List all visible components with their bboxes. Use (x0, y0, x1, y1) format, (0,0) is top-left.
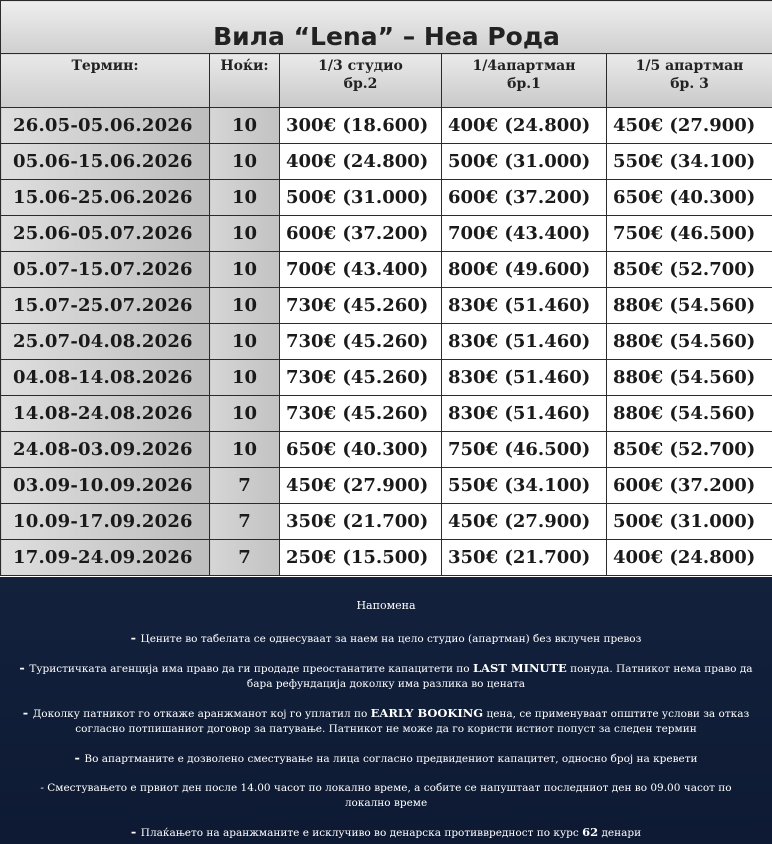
notes-heading: Напомена (356, 599, 416, 612)
price-apartment-3-cell: 500€ (31.000) (607, 504, 772, 540)
price-apartment-3-cell: 880€ (54.560) (607, 288, 772, 324)
note-text: Доколку патникот го откаже аранжманот кој го уплатил по (32, 708, 371, 720)
term-cell: 24.08-03.09.2026 (1, 432, 210, 468)
nights-cell: 7 (210, 468, 280, 504)
price-apartment-1-cell: 600€ (37.200) (442, 180, 607, 216)
price-apartment-1-cell: 830€ (51.460) (442, 396, 607, 432)
nights-cell: 10 (210, 144, 280, 180)
header-studio-2 (280, 54, 442, 108)
price-studio-cell: 500€ (31.000) (280, 180, 442, 216)
price-apartment-3-cell: 750€ (46.500) (607, 216, 772, 252)
table-row (1, 540, 772, 576)
table-row (1, 504, 772, 540)
term-cell: 14.08-24.08.2026 (1, 396, 210, 432)
header-studio-2-number: бр.2 (343, 76, 378, 92)
price-apartment-3-cell: 880€ (54.560) (607, 324, 772, 360)
nights-cell: 10 (210, 216, 280, 252)
table-row (1, 432, 772, 468)
header-studio-2-type: 1/3 студио (318, 58, 403, 74)
price-apartment-1-cell: 750€ (46.500) (442, 432, 607, 468)
note-prices (18, 631, 754, 647)
term-cell: 17.09-24.09.2026 (1, 540, 210, 576)
table-row (1, 252, 772, 288)
price-apartment-3-cell: 880€ (54.560) (607, 360, 772, 396)
price-apartment-3-cell: 850€ (52.700) (607, 432, 772, 468)
price-apartment-1-cell: 800€ (49.600) (442, 252, 607, 288)
nights-cell: 10 (210, 432, 280, 468)
price-studio-cell: 700€ (43.400) (280, 252, 442, 288)
term-cell: 15.06-25.06.2026 (1, 180, 210, 216)
note-emphasis: EARLY BOOKING (370, 706, 484, 720)
term-cell: 04.08-14.08.2026 (1, 360, 210, 396)
table-row (1, 144, 772, 180)
table-row (1, 324, 772, 360)
price-apartment-3-cell: 550€ (34.100) (607, 144, 772, 180)
header-apartment-3-type: 1/5 апартман (635, 58, 744, 74)
nights-cell: 10 (210, 324, 280, 360)
term-cell: 05.07-15.07.2026 (1, 252, 210, 288)
term-cell: 25.07-04.08.2026 (1, 324, 210, 360)
price-apartment-1-cell: 450€ (27.900) (442, 504, 607, 540)
price-apartment-1-cell: 830€ (51.460) (442, 324, 607, 360)
price-studio-cell: 600€ (37.200) (280, 216, 442, 252)
nights-cell: 10 (210, 360, 280, 396)
header-apartment-3-number: бр. 3 (670, 76, 709, 92)
price-apartment-1-cell: 830€ (51.460) (442, 288, 607, 324)
term-cell: 10.09-17.09.2026 (1, 504, 210, 540)
header-term: Термин: (1, 54, 210, 108)
table-row (1, 360, 772, 396)
note-dash: - (19, 661, 30, 676)
header-apartment-1-number: бр.1 (507, 76, 541, 92)
price-studio-cell: 730€ (45.260) (280, 396, 442, 432)
price-apartment-1-cell: 500€ (31.000) (442, 144, 607, 180)
table-row (1, 216, 772, 252)
table-row (1, 396, 772, 432)
note-text: понуда. Патникот нема право да бара рефундација доколку има разлика во цената (246, 663, 753, 690)
nights-cell: 10 (210, 252, 280, 288)
price-studio-cell: 450€ (27.900) (280, 468, 442, 504)
note-capacity (18, 751, 754, 767)
note-text: Плаќањето на аранжманите е исклучиво во денарска противвредност по курс (140, 827, 583, 839)
term-cell: 26.05-05.06.2026 (1, 108, 210, 144)
note-text: цена, се применуваат општите услови за отказ согласно потпишаниот договор за патување. Патникот не може да го користи истиот попуст за следен термин (75, 708, 750, 735)
note-payment (18, 825, 754, 841)
price-studio-cell: 300€ (18.600) (280, 108, 442, 144)
header-apartment-1 (442, 54, 607, 108)
note-dash: - (130, 631, 141, 646)
note-last-minute (18, 661, 754, 692)
nights-cell: 10 (210, 180, 280, 216)
note-check-in: - Сместувањето е првиот ден после 14.00 часот по локално време, а собите се напуштаат последниот ден во 09.00 часот по локално време (40, 782, 732, 809)
price-apartment-1-cell: 350€ (21.700) (442, 540, 607, 576)
price-studio-cell: 730€ (45.260) (280, 288, 442, 324)
note-text: Цените во табелата се однесуваат за наем на цело студио (апартман) без вклучен превоз (140, 633, 642, 645)
nights-cell: 7 (210, 540, 280, 576)
note-dash: - (74, 751, 85, 766)
term-cell: 03.09-10.09.2026 (1, 468, 210, 504)
price-studio-cell: 250€ (15.500) (280, 540, 442, 576)
table-row (1, 468, 772, 504)
note-emphasis: LAST MINUTE (472, 661, 567, 675)
notes-panel (0, 577, 772, 844)
nights-cell: 10 (210, 396, 280, 432)
table-row (1, 180, 772, 216)
note-text: денари (598, 827, 642, 839)
nights-cell: 10 (210, 288, 280, 324)
note-text: Во апартманите е дозволено сместување на лица согласно предвидениот капацитет, односно број на кревети (84, 753, 698, 765)
nights-cell: 7 (210, 504, 280, 540)
note-dash: - (22, 706, 33, 721)
price-studio-cell: 730€ (45.260) (280, 324, 442, 360)
header-apartment-3 (607, 54, 772, 108)
table-row (1, 288, 772, 324)
price-apartment-3-cell: 850€ (52.700) (607, 252, 772, 288)
table-row (1, 108, 772, 144)
price-apartment-3-cell: 880€ (54.560) (607, 396, 772, 432)
header-apartment-1-type: 1/4апартман (472, 58, 576, 74)
term-cell: 25.06-05.07.2026 (1, 216, 210, 252)
price-apartment-3-cell: 600€ (37.200) (607, 468, 772, 504)
nights-cell: 10 (210, 108, 280, 144)
price-studio-cell: 650€ (40.300) (280, 432, 442, 468)
price-studio-cell: 350€ (21.700) (280, 504, 442, 540)
table-title: Вила “Lena” – Неа Рода (1, 1, 772, 54)
price-studio-cell: 400€ (24.800) (280, 144, 442, 180)
price-apartment-1-cell: 700€ (43.400) (442, 216, 607, 252)
note-text: Туристичката агенција има право да ги продаде преостанатите капацитети по (29, 663, 473, 675)
header-nights: Ноќи: (210, 54, 280, 108)
term-cell: 05.06-15.06.2026 (1, 144, 210, 180)
price-apartment-1-cell: 550€ (34.100) (442, 468, 607, 504)
note-early-booking (18, 706, 754, 737)
note-emphasis: 62 (582, 825, 599, 839)
price-apartment-1-cell: 400€ (24.800) (442, 108, 607, 144)
term-cell: 15.07-25.07.2026 (1, 288, 210, 324)
price-apartment-3-cell: 650€ (40.300) (607, 180, 772, 216)
price-apartment-3-cell: 450€ (27.900) (607, 108, 772, 144)
price-apartment-3-cell: 400€ (24.800) (607, 540, 772, 576)
price-apartment-1-cell: 830€ (51.460) (442, 360, 607, 396)
price-studio-cell: 730€ (45.260) (280, 360, 442, 396)
note-dash: - (130, 825, 141, 840)
